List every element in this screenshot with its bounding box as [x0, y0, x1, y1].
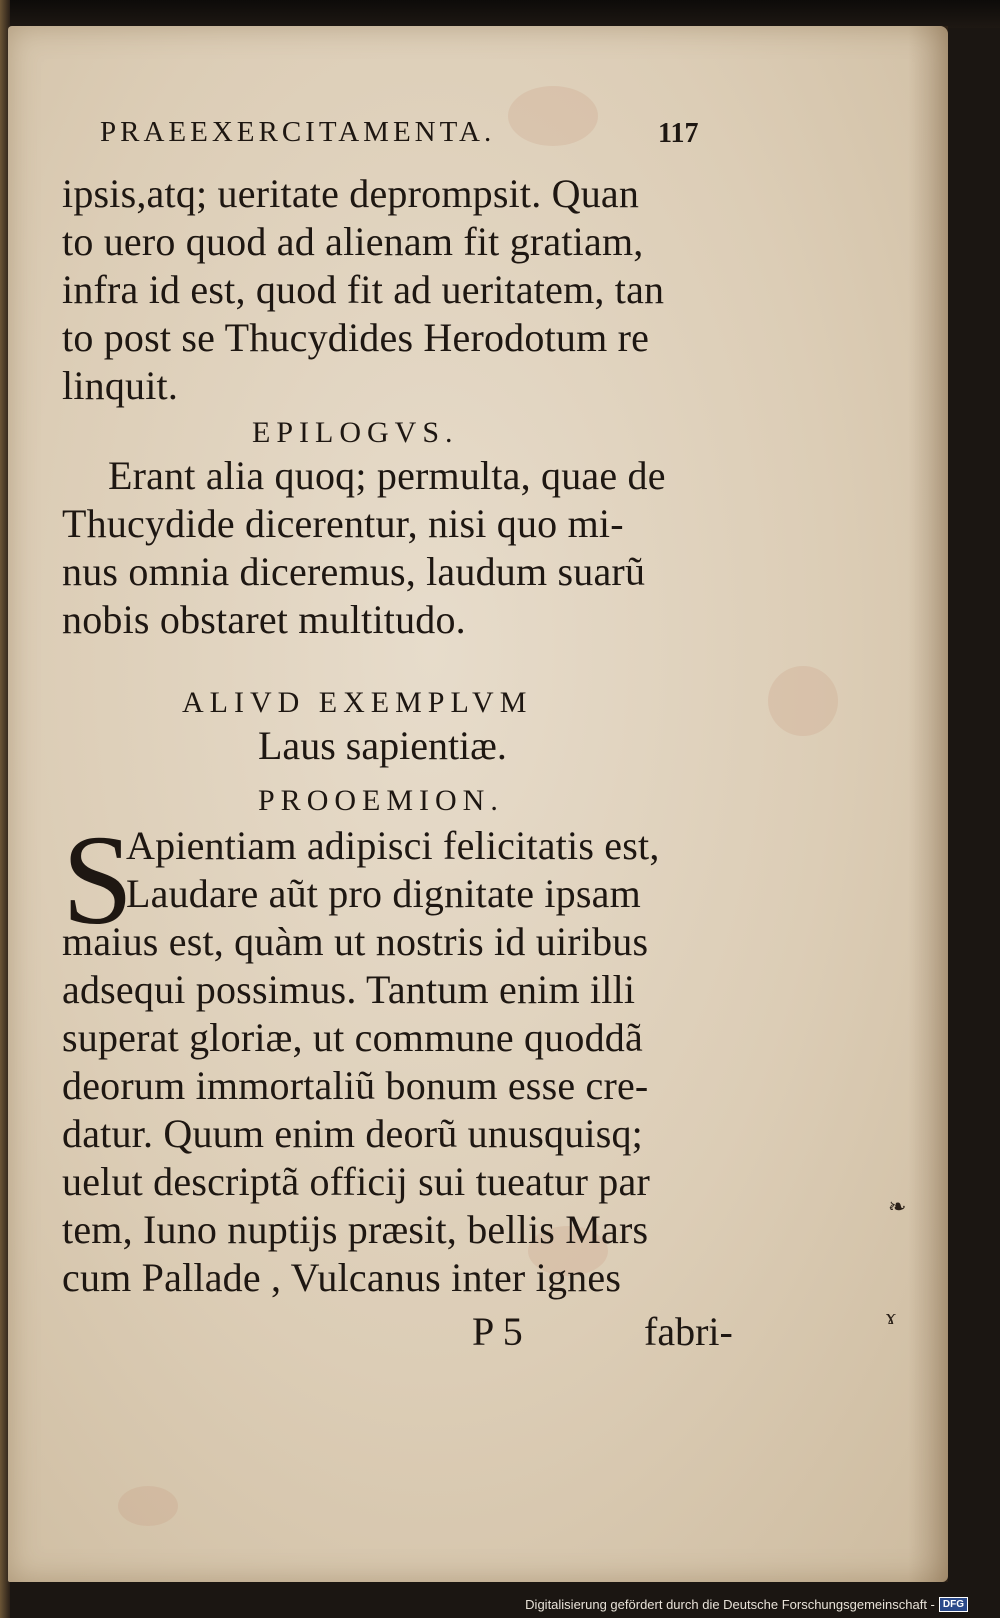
text-line: tem, Iuno nuptijs præsit, bellis Mars	[62, 1207, 649, 1252]
paper-stain	[118, 1486, 178, 1526]
paper-stain	[508, 86, 598, 146]
text-line: infra id est, quod fit ad ueritatem, tan	[62, 267, 665, 312]
signature-mark: P 5	[472, 1309, 523, 1354]
aliud-exemplum-heading: ALIVD EXEMPLVM	[182, 686, 533, 719]
page-number: 117	[658, 118, 699, 149]
margin-mark-icon: ❧	[888, 1194, 907, 1219]
paper-stain	[768, 666, 838, 736]
text-line: superat gloriæ, ut commune quoddã	[62, 1015, 643, 1060]
drop-cap-initial: S	[62, 809, 134, 951]
text-line: ipsis,atq; ueritate deprompsit. Quan	[62, 171, 640, 216]
text-line: linquit.	[62, 363, 179, 408]
dfg-logo: DFG	[939, 1597, 968, 1612]
text-line: adsequi possimus. Tantum enim illi	[62, 967, 636, 1012]
page-gutter-shadow	[908, 26, 948, 1582]
book-page	[8, 26, 948, 1582]
text-line: datur. Quum enim deorũ unusquisq;	[62, 1111, 643, 1156]
prooemion-heading: PROOEMION.	[258, 784, 504, 817]
digitization-credit	[525, 1597, 968, 1612]
text-line: uelut descriptã officij sui tueatur par	[62, 1159, 650, 1204]
margin-mark-icon: ɤ	[886, 1304, 896, 1329]
text-line: Apientiam adipisci felicitatis est,	[126, 823, 660, 868]
credit-text: Digitalisierung gefördert durch die Deutsche Forschungsgemeinschaft -	[525, 1597, 935, 1612]
epilogus-heading: EPILOGVS.	[252, 416, 459, 449]
text-line: to post se Thucydides Herodotum re	[62, 315, 650, 360]
text-line: maius est, quàm ut nostris id uiribus	[62, 919, 649, 964]
laus-heading: Laus sapientiæ.	[258, 723, 507, 768]
text-line: nobis obstaret multitudo.	[62, 597, 466, 642]
text-line: to uero quod ad alienam fit gratiam,	[62, 219, 644, 264]
text-line: Laudare aũt pro dignitate ipsam	[126, 871, 641, 916]
text-line: cum Pallade , Vulcanus inter ignes	[62, 1255, 622, 1300]
text-line: nus omnia diceremus, laudum suarũ	[62, 549, 646, 594]
running-head: PRAEEXERCITAMENTA.	[100, 116, 496, 148]
scan-top-edge	[0, 0, 1000, 28]
text-line: deorum immortaliũ bonum esse cre-	[62, 1063, 649, 1108]
catchword: fabri-	[644, 1309, 733, 1354]
text-line: Thucydide dicerentur, nisi quo mi-	[62, 501, 624, 546]
text-line: Erant alia quoq; permulta, quae de	[108, 453, 666, 498]
